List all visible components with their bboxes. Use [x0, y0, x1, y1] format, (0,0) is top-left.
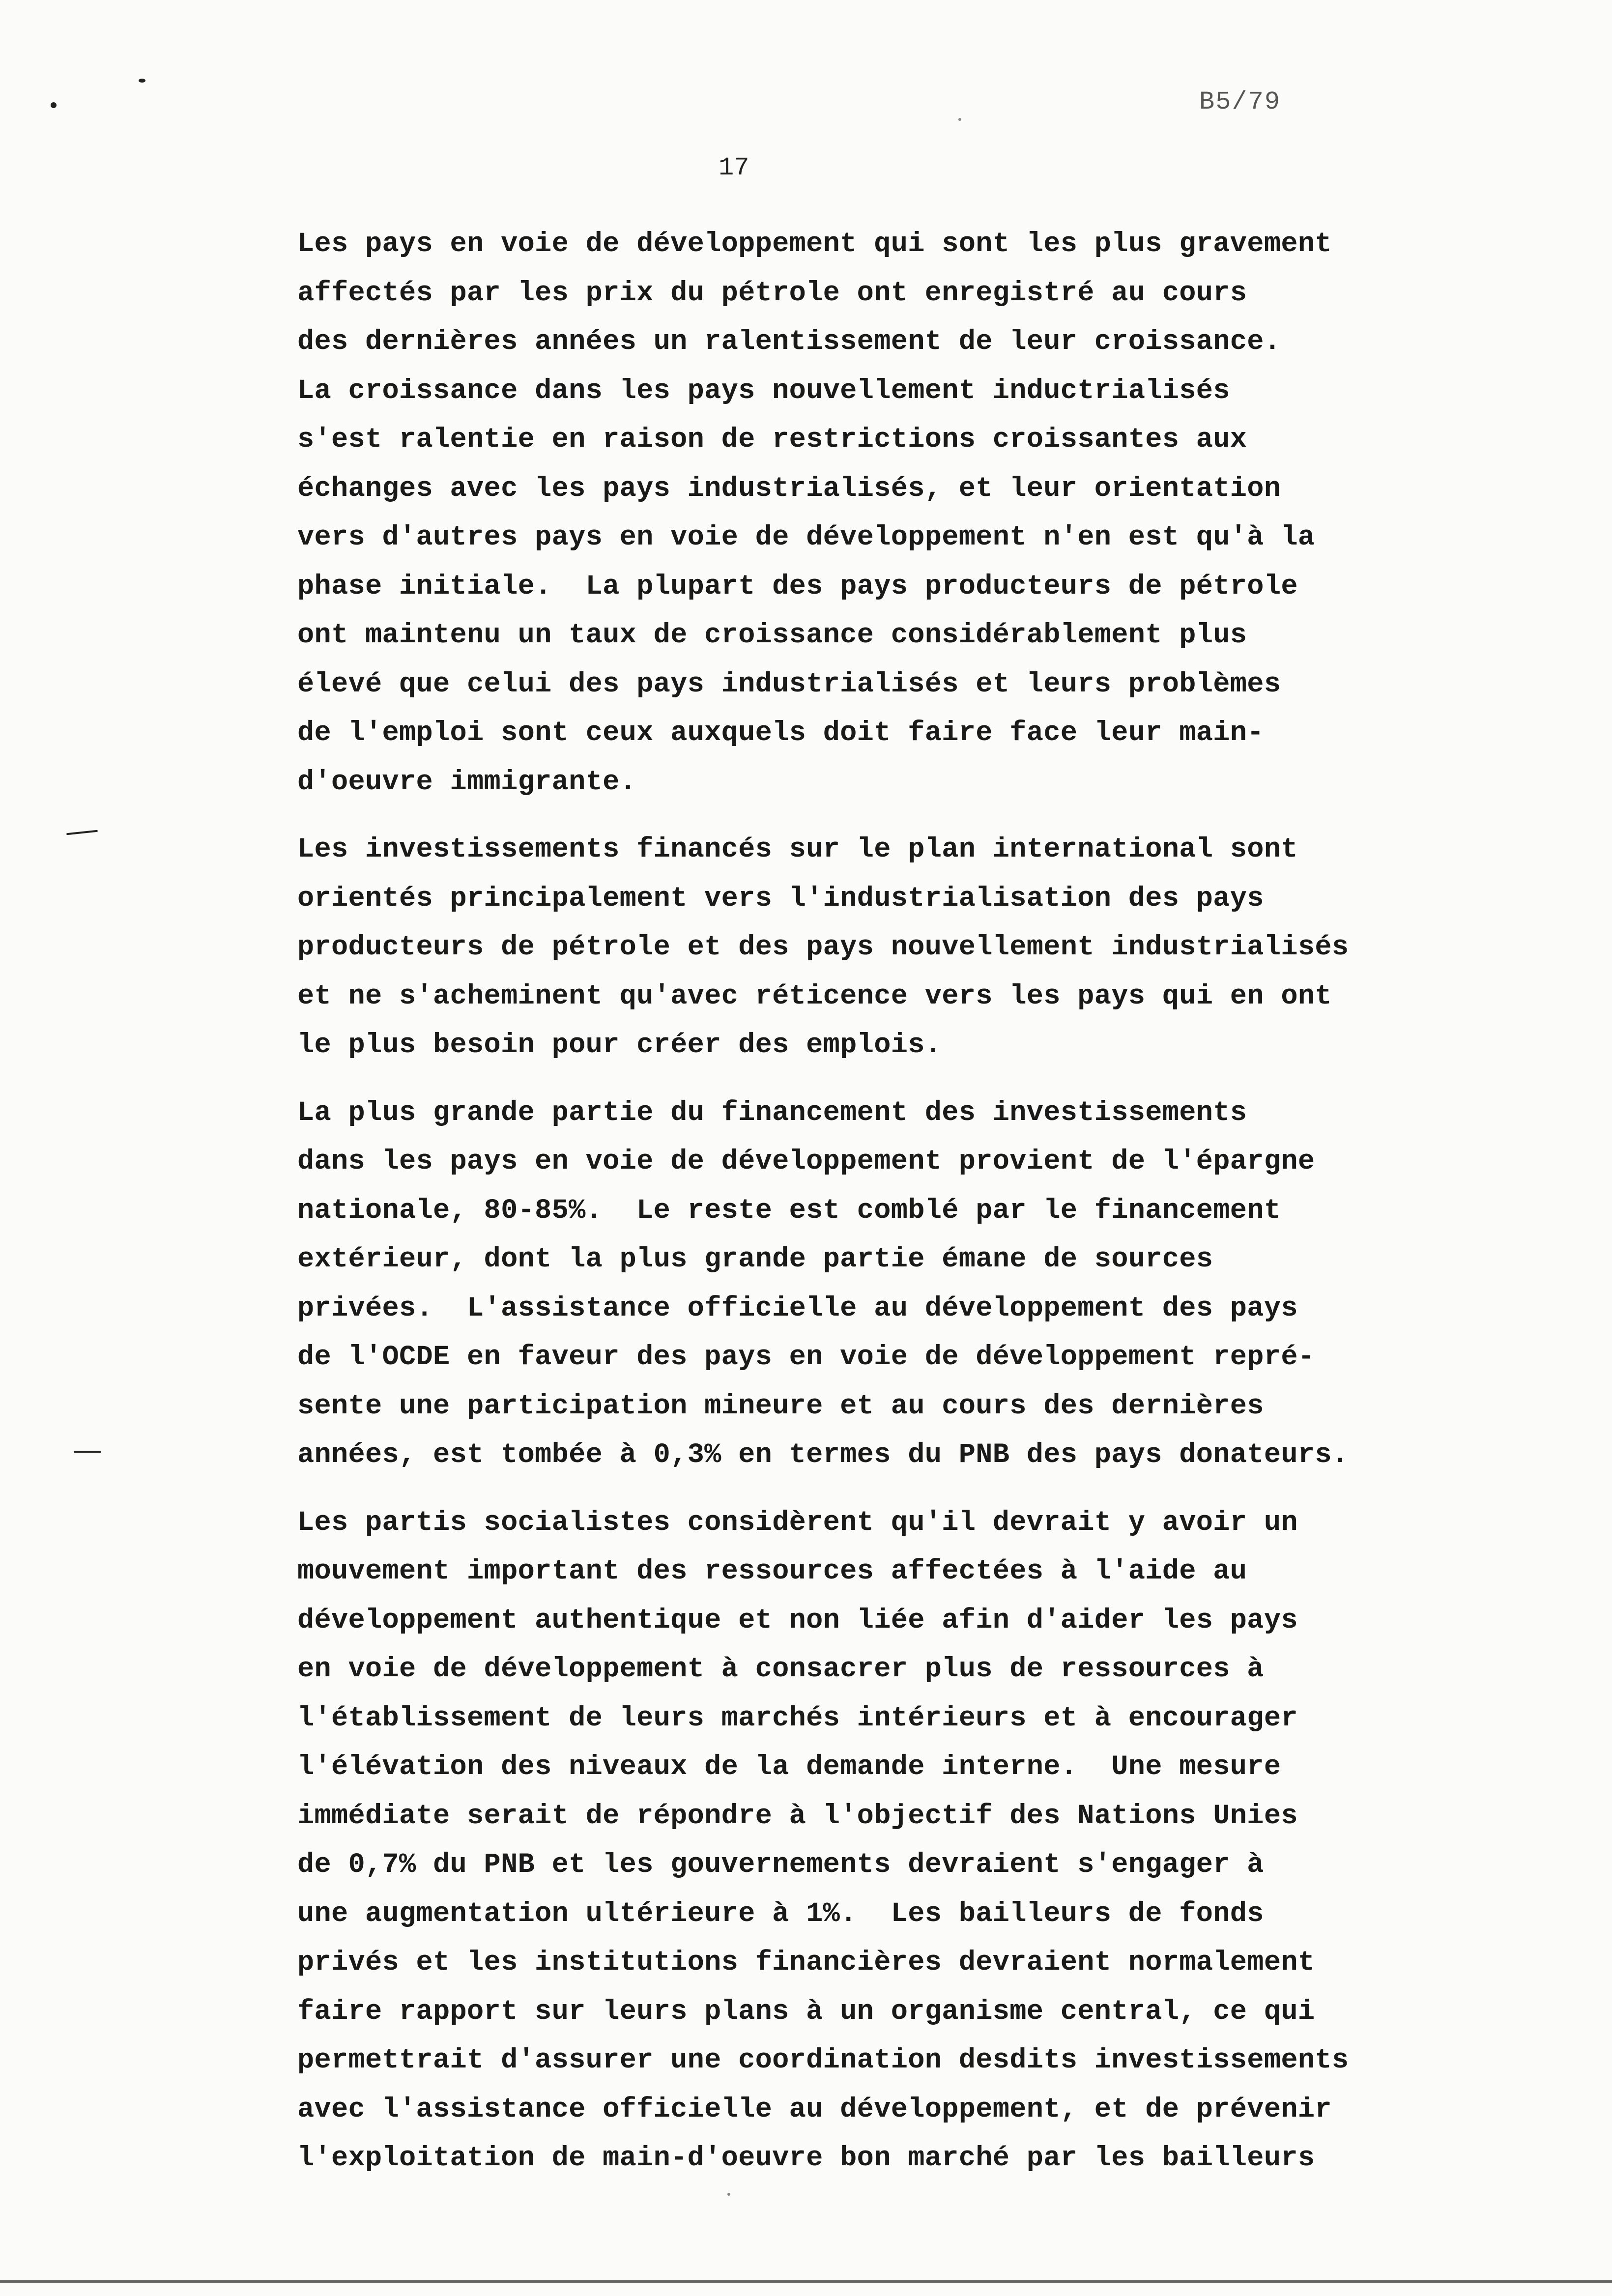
text-line: extérieur, dont la plus grande partie émane de sources	[297, 1244, 1213, 1275]
paragraph	[297, 220, 1393, 807]
text-line: développement authentique et non liée afin d'aider les pays	[297, 1605, 1298, 1636]
margin-speck	[51, 102, 57, 108]
text-line: La croissance dans les pays nouvellement inductrialisés	[297, 375, 1230, 407]
text-line: l'établissement de leurs marchés intérieurs et à encourager	[297, 1702, 1298, 1734]
text-line: en voie de développement à consacrer plus de ressources à	[297, 1654, 1264, 1685]
text-line: La plus grande partie du financement des investissements	[297, 1097, 1247, 1129]
paragraph	[297, 1089, 1393, 1480]
text-line: vers d'autres pays en voie de développement n'en est qu'à la	[297, 522, 1315, 553]
page-number: 17	[719, 153, 749, 182]
text-line: s'est ralentie en raison de restrictions croissantes aux	[297, 424, 1247, 456]
text-line: affectés par les prix du pétrole ont enregistré au cours	[297, 277, 1247, 309]
text-line: privés et les institutions financières devraient normalement	[297, 1947, 1315, 1979]
text-line: mouvement important des ressources affectées à l'aide au	[297, 1556, 1247, 1587]
document-reference: B5/79	[1199, 87, 1281, 116]
text-line: orientés principalement vers l'industrialisation des pays	[297, 883, 1264, 915]
scan-speck	[958, 118, 961, 121]
text-line: phase initiale. La plupart des pays producteurs de pétrole	[297, 571, 1298, 603]
text-line: avec l'assistance officielle au développement, et de prévenir	[297, 2094, 1332, 2125]
text-line: de 0,7% du PNB et les gouvernements devraient s'engager à	[297, 1849, 1264, 1881]
text-line: d'oeuvre immigrante.	[297, 766, 637, 798]
text-line: de l'emploi sont ceux auxquels doit faire face leur main-	[297, 718, 1264, 749]
margin-tick-mark	[66, 830, 98, 835]
text-line: producteurs de pétrole et des pays nouvellement industrialisés	[297, 932, 1349, 963]
text-line: nationale, 80-85%. Le reste est comblé par le financement	[297, 1195, 1281, 1227]
text-line: le plus besoin pour créer des emplois.	[297, 1030, 942, 1061]
margin-speck	[139, 79, 145, 83]
text-line: l'élévation des niveaux de la demande interne. Une mesure	[297, 1751, 1281, 1783]
text-line: et ne s'acheminent qu'avec réticence vers les pays qui en ont	[297, 980, 1332, 1012]
text-line: l'exploitation de main-d'oeuvre bon marché par les bailleurs	[297, 2143, 1315, 2174]
text-line: privées. L'assistance officielle au développement des pays	[297, 1292, 1298, 1324]
text-line: échanges avec les pays industrialisés, et leur orientation	[297, 473, 1281, 505]
text-line: immédiate serait de répondre à l'objectif des Nations Unies	[297, 1800, 1298, 1832]
text-line: élevé que celui des pays industrialisés et leurs problèmes	[297, 668, 1281, 700]
text-line: Les pays en voie de développement qui sont les plus gravement	[297, 229, 1332, 260]
body-text	[297, 220, 1393, 2202]
text-line: des dernières années un ralentissement de leur croissance.	[297, 326, 1281, 358]
text-line: ont maintenu un taux de croissance considérablement plus	[297, 620, 1247, 651]
text-line: une augmentation ultérieure à 1%. Les bailleurs de fonds	[297, 1898, 1264, 1930]
bottom-edge-line	[0, 2280, 1612, 2283]
text-line: de l'OCDE en faveur des pays en voie de développement repré-	[297, 1342, 1315, 1373]
text-line: dans les pays en voie de développement provient de l'épargne	[297, 1146, 1315, 1177]
paragraph	[297, 1499, 1393, 2183]
text-line: faire rapport sur leurs plans à un organisme central, ce qui	[297, 1996, 1315, 2028]
text-line: permettrait d'assurer une coordination desdits investissements	[297, 2045, 1349, 2076]
paragraph	[297, 826, 1393, 1070]
text-line: Les partis socialistes considèrent qu'il devrait y avoir un	[297, 1507, 1298, 1539]
text-line: sente une participation mineure et au cours des dernières	[297, 1390, 1264, 1422]
margin-tick-mark	[74, 1451, 101, 1453]
text-line: années, est tombée à 0,3% en termes du PNB des pays donateurs.	[297, 1439, 1349, 1471]
text-line: Les investissements financés sur le plan international sont	[297, 834, 1298, 865]
